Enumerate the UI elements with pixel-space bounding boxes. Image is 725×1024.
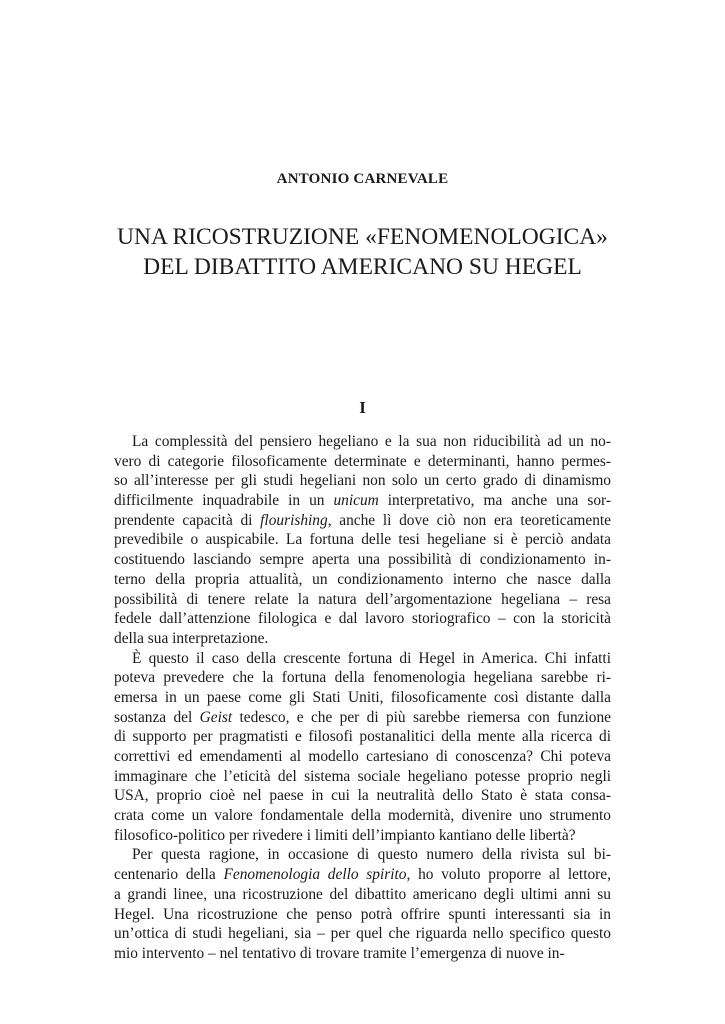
text-run: emersa in un paese come gli Stati Uniti, filosoficamente così distante dalla bbox=[114, 688, 611, 706]
text-run: USA, proprio cioè nel paese in cui la neutralità dello Stato è stata consa- bbox=[114, 787, 611, 805]
section-heading: I bbox=[359, 398, 366, 417]
text-line bbox=[114, 885, 611, 905]
text-line bbox=[114, 668, 611, 688]
text-line bbox=[114, 491, 611, 511]
text-run: centenario della bbox=[114, 866, 224, 884]
italic-term: unicum bbox=[333, 492, 379, 510]
text-run: costituendo lasciando sempre aperta una possibilità di condizionamento in- bbox=[114, 551, 611, 569]
text-line bbox=[114, 806, 611, 826]
paragraph bbox=[114, 845, 611, 963]
text-run: immaginare che l’eticità del sistema sociale hegeliano potesse proprio negli bbox=[114, 767, 611, 785]
text-run: a grandi linee, una ricostruzione del dibattito americano degli ultimi anni su bbox=[114, 885, 611, 903]
italic-term: Geist bbox=[199, 708, 233, 726]
text-line bbox=[114, 767, 611, 787]
text-run: , ho voluto proporre al lettore, bbox=[406, 866, 611, 884]
text-line bbox=[114, 570, 611, 590]
text-run: difficilmente inquadrabile in un bbox=[114, 492, 334, 510]
text-run: so all’interesse per gli studi hegeliani non solo un certo grado di dinamismo bbox=[114, 472, 611, 490]
text-line bbox=[114, 845, 611, 865]
text-line bbox=[114, 786, 611, 806]
title-line: DEL DIBATTITO AMERICANO SU HEGEL bbox=[143, 254, 582, 280]
text-run: vero di categorie filosoficamente determinate e determinanti, hanno permes- bbox=[114, 452, 611, 470]
text-run: mio intervento – nel tentativo di trovare tramite l’emergenza di nuove in- bbox=[114, 944, 565, 962]
text-run: correttivi ed emendamenti al modello cartesiano di conoscenza? Chi poteva bbox=[114, 748, 611, 765]
text-line bbox=[114, 452, 611, 472]
italic-term: Fenomenologia dello spirito bbox=[223, 866, 407, 884]
text-line bbox=[114, 924, 611, 944]
text-run: prevedibile o auspicabile. La fortuna delle tesi hegeliane si è perciò andata bbox=[114, 531, 611, 549]
title-line: UNA RICOSTRUZIONE «FENOMENOLOGICA» bbox=[117, 224, 608, 250]
text-line bbox=[114, 609, 611, 629]
text-run: tedesco, e che per di più sarebbe riemersa con funzione bbox=[232, 708, 612, 726]
body-text bbox=[114, 432, 611, 964]
text-run: filosofico-politico per rivedere i limiti dell’impianto kantiano delle libertà? bbox=[114, 826, 576, 844]
text-run: È questo il caso della crescente fortuna di Hegel in America. Chi infatti bbox=[132, 649, 611, 667]
text-line bbox=[114, 826, 611, 846]
text-run: Hegel. Una ricostruzione che penso potrà offrire spunti interessanti sia in bbox=[114, 905, 611, 923]
text-run: prendente capacità di bbox=[114, 511, 261, 529]
text-line bbox=[114, 865, 611, 885]
text-line bbox=[114, 727, 611, 747]
text-line bbox=[114, 944, 611, 964]
author-name: ANTONIO CARNEVALE bbox=[276, 171, 449, 187]
text-line bbox=[114, 688, 611, 708]
text-line bbox=[114, 471, 611, 491]
text-line bbox=[114, 747, 611, 767]
text-line bbox=[114, 432, 611, 452]
text-run: , anche lì dove ciò non era teoreticamente bbox=[327, 511, 612, 529]
text-run: un’ottica di studi hegeliani, sia – per quel che riguarda nello specifico questo bbox=[114, 925, 611, 943]
text-line bbox=[114, 905, 611, 925]
text-line bbox=[114, 511, 611, 531]
italic-term: flourishing bbox=[260, 511, 328, 529]
text-run: terno della propria attualità, un condizionamento interno che nasce dalla bbox=[114, 570, 611, 588]
text-run: della sua interpretazione. bbox=[114, 629, 269, 647]
text-line bbox=[114, 590, 611, 610]
text-line bbox=[114, 708, 611, 728]
text-run: poteva prevedere che la fortuna della fenomenologia hegeliana sarebbe ri- bbox=[114, 669, 611, 687]
paragraph bbox=[114, 432, 611, 649]
text-line bbox=[114, 649, 611, 669]
text-run: sostanza del bbox=[114, 708, 200, 726]
text-run: crata come un valore fondamentale della modernità, divenire uno strumento bbox=[114, 807, 611, 825]
article-title bbox=[0, 222, 725, 282]
text-line bbox=[114, 629, 611, 649]
text-run: possibilità di tenere relate la natura dell’argomentazione hegeliana – resa bbox=[114, 590, 611, 608]
paragraph bbox=[114, 649, 611, 846]
text-run: La complessità del pensiero hegeliano e la sua non riducibilità ad un no- bbox=[132, 433, 611, 450]
text-line bbox=[114, 550, 611, 570]
text-run: Per questa ragione, in occasione di questo numero della rivista sul bi- bbox=[132, 846, 611, 864]
text-line bbox=[114, 530, 611, 550]
text-run: di supporto per pragmatisti e filosofi postanalitici della mente alla ricerca di bbox=[114, 728, 611, 746]
text-run: fedele dall’attenzione filologica e dal lavoro storiografico – con la storicità bbox=[114, 610, 611, 628]
text-run: interpretativo, ma anche una sor- bbox=[378, 492, 611, 510]
